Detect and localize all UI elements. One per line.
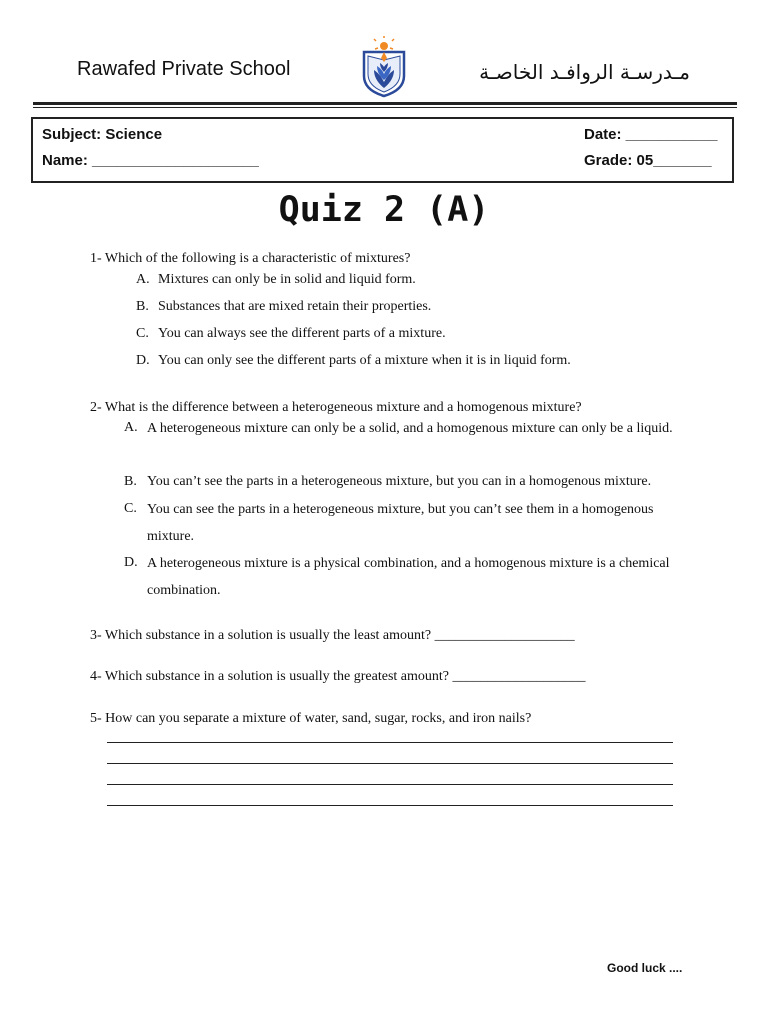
- name-field: Name: ____________________: [42, 152, 259, 169]
- option-text: You can’t see the parts in a heterogeneous mixture, but you can in a homogenous mixture.: [147, 474, 652, 489]
- grade-field: Grade: 05_______: [584, 152, 712, 169]
- option-letter: C.: [124, 501, 137, 516]
- answer-line: [107, 805, 673, 806]
- question-1: 1- Which of the following is a characteristic of mixtures?: [90, 251, 411, 266]
- good-luck-note: Good luck ....: [607, 961, 683, 975]
- date-field: Date: ___________: [584, 126, 718, 143]
- student-info-box: [31, 117, 734, 183]
- question-5: 5- How can you separate a mixture of water, sand, sugar, rocks, and iron nails?: [90, 711, 532, 726]
- option-text: Mixtures can only be in solid and liquid form.: [158, 272, 416, 287]
- header-divider: [33, 102, 737, 108]
- option-letter: A.: [136, 272, 150, 287]
- answer-line: [107, 742, 673, 743]
- option-letter: A.: [124, 420, 138, 435]
- question-3: 3- Which substance in a solution is usually the least amount? ____________________: [90, 628, 575, 643]
- subject-label: Subject: Science: [42, 126, 163, 143]
- option-letter: D.: [124, 555, 138, 570]
- option-text: You can see the parts in a heterogeneous mixture, but you can’t see them in a homogenous mixture.: [147, 502, 654, 544]
- page-title: Quiz 2 (A): [278, 190, 490, 230]
- option-text: You can always see the different parts of a mixture.: [158, 326, 446, 341]
- question-2: 2- What is the difference between a heterogeneous mixture and a homogenous mixture?: [90, 400, 582, 415]
- answer-line: [107, 784, 673, 785]
- option-letter: D.: [136, 353, 150, 368]
- option-letter: C.: [136, 326, 149, 341]
- school-crest-icon: [354, 36, 414, 98]
- option-letter: B.: [124, 474, 137, 489]
- school-name-english: Rawafed Private School: [77, 58, 291, 80]
- question-4: 4- Which substance in a solution is usually the greatest amount? ___________________: [90, 669, 586, 684]
- option-text: Substances that are mixed retain their properties.: [158, 299, 432, 314]
- option-text: A heterogeneous mixture is a physical combination, and a homogenous mixture is a chemical combination.: [147, 556, 670, 598]
- school-name-arabic: مـدرسـة الروافـد الخاصـة: [479, 60, 690, 84]
- option-letter: B.: [136, 299, 149, 314]
- answer-line: [107, 763, 673, 764]
- option-text: You can only see the different parts of a mixture when it is in liquid form.: [158, 353, 571, 368]
- option-text: A heterogeneous mixture can only be a solid, and a homogenous mixture can only be a liquid.: [147, 421, 673, 436]
